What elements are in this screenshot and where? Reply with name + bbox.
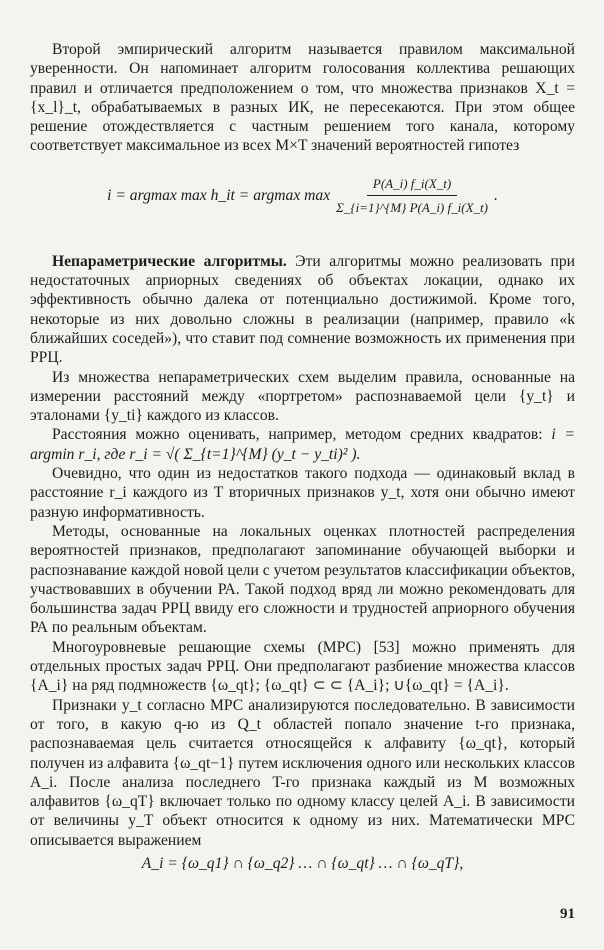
spacer: [30, 240, 575, 252]
fraction-numerator: P(A_i) f_i(X_t): [367, 174, 457, 196]
body-text: [30, 40, 575, 873]
fraction-denominator: Σ_{i=1}^{M} P(A_i) f_i(X_t): [336, 200, 488, 216]
paragraph-local-estimates: Методы, основанные на локальных оценках плотностей распределения вероятностей признаков, предполагают запоминание обучающей выборки и распознавание каждой новой цели с учетом результатов классификации объектов, участвовавших в обучении РА. Такой подход вряд ли можно рекомендовать для большинства задач РРЦ ввиду его сложности и трудностей априорного обучения РА по реальным объектам.: [30, 522, 575, 637]
formula-period: .: [493, 187, 498, 205]
paragraph-max-confidence: Второй эмпирический алгоритм называется правилом максимальной уверенности. Он напоминает алгоритм голосования коллектива решающих правил и отличается предположением о том, что множества признаков X_t = {x_l}_t, обрабатываемых в разных ИК, не пересекаются. При этом общее решение отождествляется с частным решением того канала, которому соответствует максимальное из всех M×T значений вероятностей гипотез: [30, 41, 575, 155]
mean-squares-formula: i = argmin r_i, где r_i = √( Σ_{t=1}^{M} (y_t − y_ti)² ).: [30, 426, 575, 463]
paragraph-drawback: Очевидно, что один из недостатков такого подхода — одинаковый вклад в расстояние r_i каждого из T вторичных признаков y_t, хотя они обычно имеют разную информативность.: [30, 465, 575, 521]
paragraph-sequential-analysis: Признаки y_t согласно МРС анализируются последовательно. В зависимости от того, в какую q-ю из Q_t областей попало значение t-го признака, распознаваемая цель считается относящейся к алфавиту {ω_qt}, который получен из алфавита {ω_qt−1} путем исключения одного или нескольких классов A_i. После анализа последнего T-го признака каждый из M возможных алфавитов {ω_qT} включает только по одному классу целей A_i. В зависимости от величины y_T объект относится к одному из них. Математически МРС описывается выражением: [30, 696, 575, 849]
formula-intersection: A_i = {ω_q1} ∩ {ω_q2} … ∩ {ω_qt} … ∩ {ω_qT},: [141, 854, 464, 872]
formula-argmax-fraction: [336, 174, 488, 218]
page-number: 91: [560, 906, 575, 922]
paragraph-nonparametric-body: Эти алгоритмы можно реализовать при недостаточных априорных сведениях об объектах локации, однако их эффективность обычно далека от потенциально достижимой. Кроме того, некоторые из них довольно сложны в реализации (например, правило «k ближайших соседей»), что ставит под сомнение возможность их применения при РРЦ.: [30, 252, 575, 367]
formula-argmax-left: i = argmax max h_it = argmax max: [107, 187, 331, 205]
formula-argmax: [30, 164, 575, 228]
section-heading: Непараметрические алгоритмы.: [52, 252, 287, 270]
paragraph-distance-rules: Из множества непараметрических схем выделим правила, основанные на измерении расстояний между «портретом» распознаваемой цели {y_t} и эталонами {y_ti} каждого из классов.: [30, 368, 575, 425]
paragraph-nonparametric: [30, 252, 575, 368]
paragraph-mean-squares: [30, 425, 575, 464]
mean-squares-text: Расстояния можно оценивать, например, методом средних квадратов:: [52, 426, 543, 444]
paragraph-multilevel-schemes: Многоуровневые решающие схемы (МРС) [53] можно применять для отдельных простых задач РРЦ. Они предполагают разбиение множества классов {A_i} на ряд подмножеств {ω_qt}; {ω_qt} ⊂ ⊂ {A_i}; ∪{ω_qt} = {A_i}.: [30, 638, 575, 695]
